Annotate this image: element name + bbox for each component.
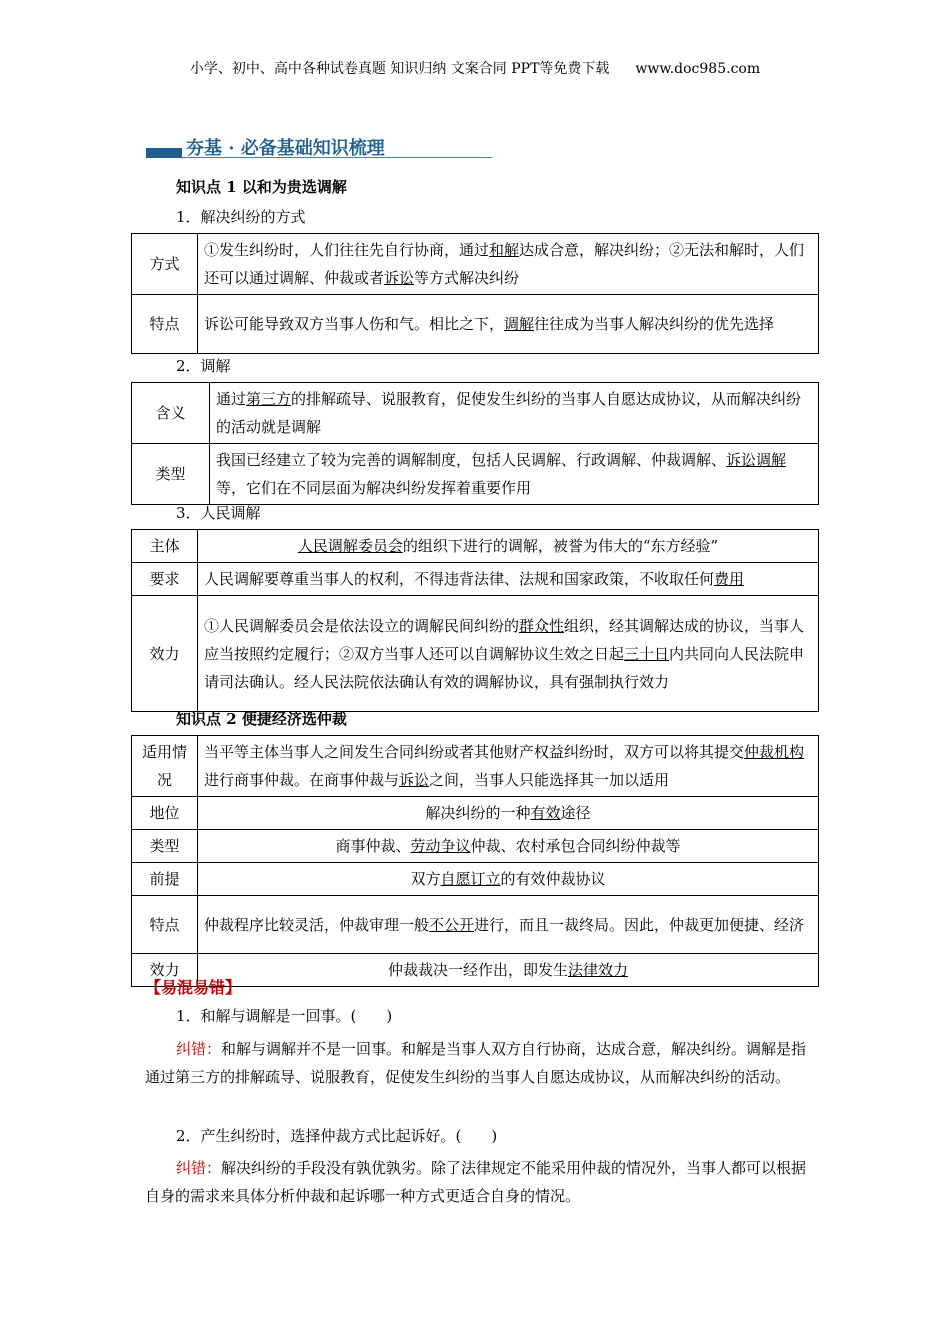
banner-title: 夯基 · 必备基础知识梳理 bbox=[186, 138, 385, 159]
kp2-title: 知识点 2 便捷经济选仲裁 bbox=[176, 710, 347, 728]
table-row bbox=[132, 383, 819, 444]
s2-title: 2．调解 bbox=[176, 357, 231, 375]
row-head: 效力 bbox=[132, 596, 198, 712]
table-row bbox=[132, 736, 819, 797]
row-content: 我国已经建立了较为完善的调解制度，包括人民调解、行政调解、仲裁调解、诉讼调解等，它们在不同层面为解决纠纷发挥着重要作用 bbox=[210, 444, 819, 505]
table-mediation bbox=[131, 382, 819, 505]
correction-text: 和解与调解并不是一回事。和解是当事人双方自行协商，达成合意，解决纠纷。调解是指通过第三方的排解疏导、说服教育，促使发生纠纷的当事人自愿达成协议，从而解决纠纷的活动。 bbox=[145, 1040, 807, 1086]
table-row bbox=[132, 444, 819, 505]
correction-text: 解决纠纷的手段没有孰优孰劣。除了法律规定不能采用仲裁的情况外，当事人都可以根据自身的需求来具体分析仲裁和起诉哪一种方式更适合自身的情况。 bbox=[145, 1159, 807, 1205]
row-head: 方式 bbox=[132, 234, 198, 295]
row-content: ①人民调解委员会是依法设立的调解民间纠纷的群众性组织，经其调解达成的协议，当事人应当按照约定履行；②双方当事人还可以自调解协议生效之日起三十日内共同向人民法院申请司法确认。经人民法院依法确认有效的调解协议，具有强制执行效力 bbox=[198, 596, 819, 712]
row-head: 前提 bbox=[132, 863, 198, 896]
table-arbitration bbox=[131, 735, 819, 987]
row-content: 商事仲裁、劳动争议仲裁、农村承包合同纠纷仲裁等 bbox=[198, 830, 819, 863]
row-head: 主体 bbox=[132, 530, 198, 563]
row-head: 适用情况 bbox=[132, 736, 198, 797]
row-content: 人民调解要尊重当事人的权利，不得违背法律、法规和国家政策，不收取任何费用 bbox=[198, 563, 819, 596]
row-head: 类型 bbox=[132, 444, 210, 505]
table-row bbox=[132, 797, 819, 830]
row-content: 仲裁裁决一经作出，即发生法律效力 bbox=[198, 954, 819, 987]
table-row bbox=[132, 896, 819, 954]
table-dispute-methods bbox=[131, 233, 819, 354]
row-head: 地位 bbox=[132, 797, 198, 830]
row-head: 特点 bbox=[132, 295, 198, 354]
row-content: 人民调解委员会的组织下进行的调解，被誉为伟大的“东方经验” bbox=[198, 530, 819, 563]
banner-bar bbox=[146, 148, 182, 158]
row-content: 诉讼可能导致双方当事人伤和气。相比之下，调解往往成为当事人解决纠纷的优先选择 bbox=[198, 295, 819, 354]
kp1-title: 知识点 1 以和为贵选调解 bbox=[176, 178, 347, 196]
row-content: 仲裁程序比较灵活，仲裁审理一般不公开进行，而且一裁终局。因此，仲裁更加便捷、经济 bbox=[198, 896, 819, 954]
header-text: 小学、初中、高中各种试卷真题 知识归纳 文案合同 PPT等免费下载 bbox=[189, 61, 610, 77]
page-header bbox=[0, 58, 950, 78]
table-row bbox=[132, 830, 819, 863]
row-content: 当平等主体当事人之间发生合同纠纷或者其他财产权益纠纷时，双方可以将其提交仲裁机构进行商事仲裁。在商事仲裁与诉讼之间，当事人只能选择其一加以适用 bbox=[198, 736, 819, 797]
question-1: 1．和解与调解是一回事。( ) bbox=[176, 1007, 393, 1025]
row-content: 通过第三方的排解疏导、说服教育，促使发生纠纷的当事人自愿达成协议，从而解决纠纷的活动就是调解 bbox=[210, 383, 819, 444]
s1-title: 1．解决纠纷的方式 bbox=[176, 208, 306, 226]
header-url[interactable]: www.doc985.com bbox=[635, 61, 761, 77]
correction-label: 纠错： bbox=[176, 1159, 222, 1177]
row-head: 要求 bbox=[132, 563, 198, 596]
row-content: 双方自愿订立的有效仲裁协议 bbox=[198, 863, 819, 896]
table-row bbox=[132, 295, 819, 354]
question-2: 2．产生纠纷时，选择仲裁方式比起诉好。( ) bbox=[176, 1127, 498, 1145]
table-people-mediation bbox=[131, 529, 819, 712]
correction-label: 纠错： bbox=[176, 1040, 222, 1058]
row-head: 效力 bbox=[132, 954, 198, 987]
row-head: 特点 bbox=[132, 896, 198, 954]
s3-title: 3．人民调解 bbox=[176, 504, 261, 522]
table-row bbox=[132, 863, 819, 896]
section-banner bbox=[146, 134, 492, 164]
table-row bbox=[132, 596, 819, 712]
row-head: 类型 bbox=[132, 830, 198, 863]
row-content: 解决纠纷的一种有效途径 bbox=[198, 797, 819, 830]
confuse-title: 【易混易错】 bbox=[145, 978, 242, 997]
correction-1 bbox=[145, 1035, 820, 1091]
correction-2 bbox=[145, 1154, 820, 1210]
table-row bbox=[132, 234, 819, 295]
table-row bbox=[132, 530, 819, 563]
row-content: ①发生纠纷时，人们往往先自行协商，通过和解达成合意，解决纠纷；②无法和解时，人们还可以通过调解、仲裁或者诉讼等方式解决纠纷 bbox=[198, 234, 819, 295]
table-row bbox=[132, 563, 819, 596]
row-head: 含义 bbox=[132, 383, 210, 444]
